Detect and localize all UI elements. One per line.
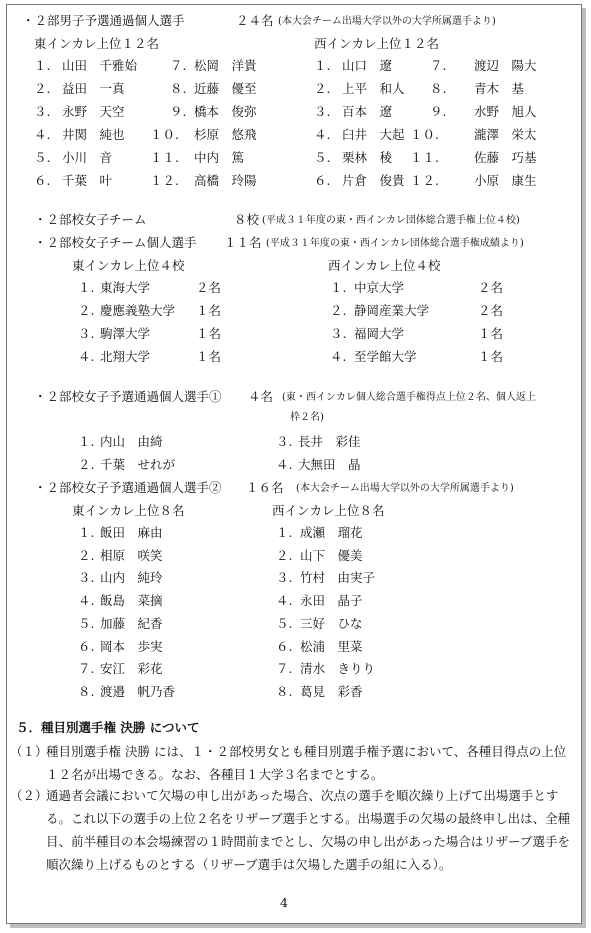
section-count: ４名 xyxy=(248,389,274,404)
athlete-count: １名 xyxy=(196,326,222,341)
section-note: 枠２名) xyxy=(290,412,324,423)
column-title: 東インカレ上位１２名 xyxy=(34,36,160,51)
rank-number: ３. xyxy=(276,434,293,449)
section-heading: ・２部校女子チーム個人選手 xyxy=(34,235,197,250)
rank-number: ３. xyxy=(330,326,347,341)
athlete-name: 山口 遼 xyxy=(342,58,393,73)
section-count: １６名 xyxy=(246,480,284,495)
paragraph-item-1: 種目別選手権 決勝 には、１・２部校男女とも種目別選手権予選において、各種目得点の上位１２名が出場できる。なお、各種目１大学３名までとする。 xyxy=(46,744,567,782)
section-title: ５．種目別選手権 決勝 について xyxy=(16,720,200,735)
page-number: 4 xyxy=(280,895,288,910)
rank-number: ２. xyxy=(314,81,331,96)
athlete-name: 高橋 玲陽 xyxy=(194,173,257,188)
section-heading: ・２部校女子予選通過個人選手② xyxy=(34,480,222,495)
rank-number: ３. xyxy=(34,104,51,119)
rank-number: ２. xyxy=(78,547,95,563)
school-name: 福岡大学 xyxy=(354,326,405,341)
rank-number: ５. xyxy=(314,150,331,165)
rank-number: １１. xyxy=(150,150,179,165)
rank-number: ９. xyxy=(430,104,447,119)
athlete-name: 小原 康生 xyxy=(474,173,537,188)
rank-number: １０. xyxy=(150,127,179,142)
school-name: 慶應義塾大学 xyxy=(100,303,176,318)
section-heading: ・２部校女子チーム xyxy=(34,212,147,227)
athlete-name: 近藤 優至 xyxy=(194,81,257,96)
athlete-name: 飯田 麻由 xyxy=(100,525,163,540)
paragraph-item-2: 通過者会議において欠場の申し出があった場合、次点の選手を順次繰り上げて出場選手とする。これ以下の選手の上位２名をリザーブ選手とする。出場選手の欠場の最終申し出は、全種目、前半種目の本会場練習の１時間前までとし、欠場の申し出があった場合はリザーブ選手を順次繰り上げるものとする（リザーブ選手は欠場した選手の組に入る）。 xyxy=(46,788,571,872)
athlete-name: 竹村 由実子 xyxy=(300,570,376,586)
section-note: (本大会チーム出場大学以外の大学所属選手より) xyxy=(278,16,496,27)
rank-number: ８. xyxy=(170,81,187,96)
rank-number: １０. xyxy=(410,127,439,142)
athlete-name: 益田 一真 xyxy=(62,81,125,96)
athlete-name: 渡邉 帆乃香 xyxy=(100,683,176,699)
athlete-name: 岡本 歩実 xyxy=(100,638,163,654)
athlete-count: １名 xyxy=(196,349,222,364)
athlete-name: 杉原 悠飛 xyxy=(194,127,257,142)
athlete-count: ２名 xyxy=(196,280,222,295)
rank-number: ３. xyxy=(78,326,95,341)
rank-number: １２. xyxy=(150,173,179,188)
school-name: 至学館大学 xyxy=(354,349,417,364)
column-title: 東インカレ上位４校 xyxy=(72,258,185,273)
school-name: 中京大学 xyxy=(354,280,405,295)
rank-number: ６. xyxy=(34,173,51,188)
item-label: （１） xyxy=(10,744,48,759)
school-name: 静岡産業大学 xyxy=(354,303,430,318)
section-heading: ・２部校女子予選通過個人選手① xyxy=(34,389,222,404)
athlete-name: 井関 純也 xyxy=(62,127,125,142)
athlete-name: 小川 音 xyxy=(62,150,113,165)
rank-number: ８. xyxy=(430,81,447,96)
rank-number: ７. xyxy=(276,661,293,677)
rank-number: ７. xyxy=(170,58,187,73)
rank-number: ８. xyxy=(78,683,95,699)
rank-number: １. xyxy=(330,280,347,295)
athlete-name: 長井 彩佳 xyxy=(298,434,361,449)
athlete-name: 相原 咲笑 xyxy=(100,547,163,563)
school-name: 東海大学 xyxy=(100,280,151,295)
section-note: (東・西インカレ個人総合選手権得点上位２名、個人返上 xyxy=(282,392,536,403)
rank-number: ３. xyxy=(314,104,331,119)
rank-number: ４. xyxy=(78,349,95,364)
athlete-name: 百本 遼 xyxy=(342,104,393,119)
athlete-name: 中内 篤 xyxy=(194,150,245,165)
athlete-name: 山田 千雅始 xyxy=(62,58,138,73)
rank-number: １. xyxy=(78,280,95,295)
athlete-name: 山内 純玲 xyxy=(100,570,163,586)
athlete-name: 永野 天空 xyxy=(62,104,125,119)
rank-number: ５. xyxy=(78,615,95,631)
column-title: 西インカレ上位４校 xyxy=(328,258,441,273)
column-title: 西インカレ上位８名 xyxy=(272,503,385,518)
rank-number: ３. xyxy=(78,570,95,586)
section-heading: ・２部男子予選通過個人選手 xyxy=(22,13,185,28)
section-count: ８校 xyxy=(234,212,260,227)
rank-number: ７. xyxy=(430,58,447,73)
athlete-name: 臼井 大起 xyxy=(342,127,405,142)
rank-number: １. xyxy=(78,525,95,540)
rank-number: ７. xyxy=(78,661,95,677)
rank-number: ４. xyxy=(276,457,293,472)
rank-number: １２. xyxy=(410,173,439,188)
athlete-name: 内山 由綺 xyxy=(100,434,163,449)
rank-number: １. xyxy=(314,58,331,73)
school-name: 北翔大学 xyxy=(100,349,151,364)
athlete-name: 清水 きりり xyxy=(300,661,376,677)
rank-number: ６. xyxy=(78,638,95,654)
athlete-name: 佐藤 巧基 xyxy=(474,150,537,165)
rank-number: ５. xyxy=(34,150,51,165)
rank-number: ２. xyxy=(276,547,293,563)
rank-number: ４. xyxy=(34,127,51,142)
athlete-count: ２名 xyxy=(478,280,504,295)
athlete-name: 飯島 菜摘 xyxy=(100,593,163,609)
rank-number: １. xyxy=(34,58,51,73)
column-title: 西インカレ上位１２名 xyxy=(314,36,440,51)
rank-number: ６. xyxy=(276,638,293,654)
rank-number: １. xyxy=(78,434,95,449)
athlete-name: 片倉 俊貴 xyxy=(342,173,405,188)
athlete-name: 栗林 稜 xyxy=(342,150,393,165)
rank-number: ４. xyxy=(78,593,95,609)
athlete-name: 瀧澤 栄太 xyxy=(474,127,537,142)
athlete-name: 安江 彩花 xyxy=(100,661,163,677)
athlete-count: ２名 xyxy=(478,303,504,318)
school-name: 駒澤大学 xyxy=(100,326,151,341)
section-count: ２４名 xyxy=(236,13,274,28)
rank-number: ２. xyxy=(78,457,95,472)
athlete-name: 加藤 紀香 xyxy=(100,615,163,631)
athlete-name: 上平 和人 xyxy=(342,81,405,96)
athlete-name: 松岡 洋貴 xyxy=(194,58,257,73)
rank-number: ８. xyxy=(276,683,293,699)
athlete-name: 松浦 里菜 xyxy=(300,638,363,654)
athlete-count: １名 xyxy=(478,349,504,364)
athlete-name: 成瀬 瑠花 xyxy=(300,525,363,540)
item-label: （２） xyxy=(10,788,48,803)
athlete-name: 橋本 俊弥 xyxy=(194,104,257,119)
section-count: １１名 xyxy=(224,235,262,250)
rank-number: ５. xyxy=(276,615,293,631)
rank-number: ２. xyxy=(34,81,51,96)
athlete-count: １名 xyxy=(196,303,222,318)
rank-number: ４. xyxy=(314,127,331,142)
athlete-name: 千葉 叶 xyxy=(62,173,113,188)
section-note: (平成３１年度の東・西インカレ団体総合選手権上位４校) xyxy=(262,215,520,226)
rank-number: ３. xyxy=(276,570,293,586)
rank-number: ２. xyxy=(330,303,347,318)
athlete-name: 葛見 彩香 xyxy=(300,683,363,699)
athlete-name: 山下 優美 xyxy=(300,547,363,563)
athlete-name: 渡辺 陽大 xyxy=(474,58,537,73)
rank-number: ４. xyxy=(330,349,347,364)
rank-number: ２. xyxy=(78,303,95,318)
rank-number: １. xyxy=(276,525,293,540)
section-note: (本大会チーム出場大学以外の大学所属選手より) xyxy=(296,483,514,494)
athlete-name: 永田 晶子 xyxy=(300,593,363,609)
rank-number: ９. xyxy=(170,104,187,119)
rank-number: ４. xyxy=(276,593,293,609)
athlete-count: １名 xyxy=(478,326,504,341)
rank-number: ６. xyxy=(314,173,331,188)
athlete-name: 三好 ひな xyxy=(300,615,363,631)
athlete-name: 青木 基 xyxy=(474,81,525,96)
rank-number: １１. xyxy=(410,150,439,165)
athlete-name: 大無田 晶 xyxy=(298,457,361,472)
section-note: (平成３１年度の東・西インカレ団体総合選手権成績より) xyxy=(266,238,524,249)
column-title: 東インカレ上位８名 xyxy=(72,503,185,518)
athlete-name: 水野 旭人 xyxy=(474,104,537,119)
athlete-name: 千葉 せれが xyxy=(100,457,176,472)
